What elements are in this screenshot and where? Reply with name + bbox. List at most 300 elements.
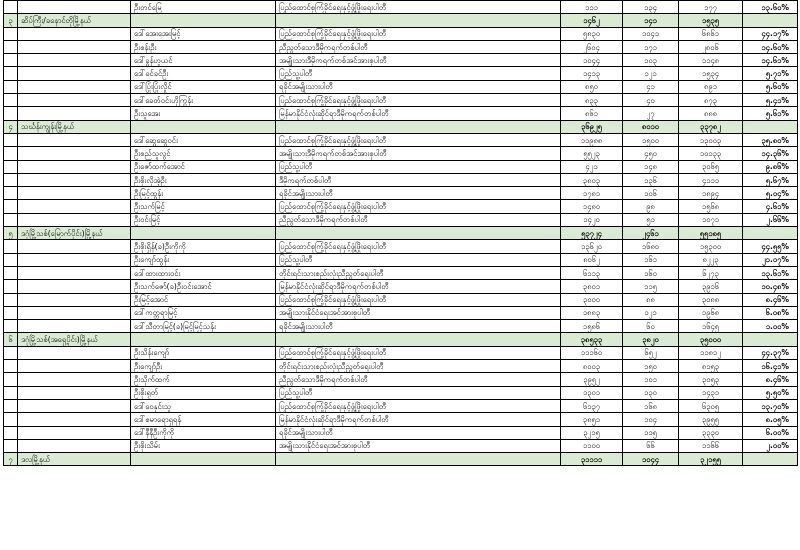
valid-votes-cell: ၄၀ xyxy=(623,94,679,107)
percent-cell: ၁၄.၆၀% xyxy=(743,40,798,53)
candidate-row xyxy=(4,293,798,306)
party-name: ရခိုင်အမျိုးသားပါတီ xyxy=(276,80,561,93)
township-name xyxy=(18,173,131,186)
candidate-row xyxy=(4,187,798,200)
votes-cell: ၅၈၃၀ xyxy=(561,27,623,40)
row-number xyxy=(4,240,18,253)
party-name xyxy=(276,227,561,240)
row-number xyxy=(4,173,18,186)
valid-votes-cell: ၁၁၅ xyxy=(623,426,679,439)
township-row xyxy=(4,453,798,466)
candidate-name: ဦးတင်မြေ xyxy=(131,1,276,14)
percent-cell: ၁.၀၀% xyxy=(743,320,798,333)
row-number xyxy=(4,306,18,319)
party-name: ညီညွတ်သောဒီမိုကရက်တစ်ပါတီ xyxy=(276,40,561,53)
township-row xyxy=(4,14,798,27)
percent-cell: ၈.၄၆% xyxy=(743,373,798,386)
votes-cell: ၁၁၀၀ xyxy=(561,439,623,452)
township-name xyxy=(18,213,131,226)
invalid-votes-cell: ၁၈၉၄ xyxy=(679,187,743,200)
votes-cell: ၁၈၈၃ xyxy=(561,306,623,319)
votes-cell: ၃၈၅၁ xyxy=(561,413,623,426)
party-name: တိုင်းရင်းသားစည်းလုံးညီညွတ်ရေးပါတီ xyxy=(276,360,561,373)
valid-votes-cell: ၆၆ xyxy=(623,439,679,452)
candidate-row xyxy=(4,133,798,146)
percent-cell xyxy=(743,453,798,466)
invalid-votes-cell: ၁၇၇ xyxy=(679,1,743,14)
candidate-row xyxy=(4,107,798,120)
township-name xyxy=(18,160,131,173)
township-name xyxy=(18,54,131,67)
township-name xyxy=(18,1,131,14)
row-number xyxy=(4,107,18,120)
votes-cell: ၃၀၀၀ xyxy=(561,293,623,306)
candidate-row xyxy=(4,240,798,253)
invalid-votes-cell: ၃၉၁၆ xyxy=(679,280,743,293)
row-number xyxy=(4,280,18,293)
row-number xyxy=(4,94,18,107)
township-name: ဒဂုံမြို့သစ်(အရှေ့ပိုင်း)မြို့နယ် xyxy=(18,333,131,346)
township-row xyxy=(4,120,798,133)
votes-cell: ၅၃၇၂၄ xyxy=(561,227,623,240)
township-name xyxy=(18,80,131,93)
invalid-votes-cell: ၆၂၇၃ xyxy=(679,266,743,279)
candidate-row xyxy=(4,360,798,373)
percent-cell: ၈.၀၅% xyxy=(743,413,798,426)
party-name xyxy=(276,453,561,466)
votes-cell: ၁၅၈၆ xyxy=(561,320,623,333)
percent-cell: ၂.၀၀% xyxy=(743,439,798,452)
row-number xyxy=(4,386,18,399)
township-name xyxy=(18,426,131,439)
valid-votes-cell: ၁၀၄၁ xyxy=(623,27,679,40)
candidate-name xyxy=(131,227,276,240)
candidate-name: ဦးသက်မြင့် xyxy=(131,200,276,213)
row-number: ၃ xyxy=(4,14,18,27)
valid-votes-cell: ၉၈ xyxy=(623,200,679,213)
invalid-votes-cell: ၁၁၈၁၂ xyxy=(679,346,743,359)
invalid-votes-cell: ၈၁၅၃ xyxy=(679,360,743,373)
valid-votes-cell: ၃၈၂၀ xyxy=(623,333,679,346)
valid-votes-cell: ၁၃၆ xyxy=(623,173,679,186)
invalid-votes-cell: ၁၉၆၈ xyxy=(679,306,743,319)
township-name xyxy=(18,293,131,306)
candidate-row xyxy=(4,67,798,80)
township-name xyxy=(18,386,131,399)
invalid-votes-cell: ၃၃၃၀ xyxy=(679,426,743,439)
township-name xyxy=(18,240,131,253)
candidate-name: ဦးစိုးရှိန်(ခ)ဦးကိုကို xyxy=(131,240,276,253)
votes-cell: ၈၅၀ xyxy=(561,80,623,93)
invalid-votes-cell: ၁၃၀၀၃ xyxy=(679,133,743,146)
candidate-row xyxy=(4,80,798,93)
valid-votes-cell: ၁၀၄ xyxy=(623,413,679,426)
candidate-name: ဒေါ်ဝေနှင်းသူ xyxy=(131,399,276,412)
township-name xyxy=(18,253,131,266)
row-number: ၇ xyxy=(4,453,18,466)
township-name xyxy=(18,133,131,146)
party-name: ပြည်ထောင်စုကြံ့ခိုင်ရေးနှင့်ဖွံ့ဖြိုးရေးပါတီ xyxy=(276,240,561,253)
invalid-votes-cell: ၆၈၆၁ xyxy=(679,27,743,40)
votes-cell: ၁၀၄၄ xyxy=(561,54,623,67)
township-name xyxy=(18,399,131,412)
row-number: ၄ xyxy=(4,120,18,133)
party-name: ညီညွတ်သောဒီမိုကရက်တစ်ပါတီ xyxy=(276,213,561,226)
candidate-name: ဦးစိုးရုတ် xyxy=(131,386,276,399)
percent-cell: ၁၃.၆၀% xyxy=(743,1,798,14)
township-name xyxy=(18,94,131,107)
party-name: ပြည်သူ့ပါတီ xyxy=(276,253,561,266)
party-name: အမျိုးသားနိုင်ငံရေးအင်အားစုပါတီ xyxy=(276,306,561,319)
invalid-votes-cell: ၁၅၃၅ xyxy=(679,14,743,27)
party-name: ပြည်ထောင်စုကြံ့ခိုင်ရေးနှင့်ဖွံ့ဖြိုးရေးပါတီ xyxy=(276,399,561,412)
percent-cell: ၆.၀၀% xyxy=(743,426,798,439)
party-name: ပြည်ထောင်စုကြံ့ခိုင်ရေးနှင့်ဖွံ့ဖြိုးရေးပါတီ xyxy=(276,133,561,146)
party-name xyxy=(276,120,561,133)
percent-cell xyxy=(743,333,798,346)
candidate-row xyxy=(4,54,798,67)
percent-cell: ၄၄.၃၇% xyxy=(743,346,798,359)
candidate-name: ဒေါ်အေးအေးမြင့် xyxy=(131,27,276,40)
invalid-votes-cell: ၅၅၁၈၅ xyxy=(679,227,743,240)
percent-cell: ၁၄.၃၆% xyxy=(743,147,798,160)
row-number xyxy=(4,1,18,14)
township-name xyxy=(18,280,131,293)
party-name: မြန်မာနိုင်ငံလုံးဆိုင်ရာဒီမိုကရက်တစ်ပါတီ xyxy=(276,413,561,426)
percent-cell: ၂၁.၀၇% xyxy=(743,253,798,266)
candidate-row xyxy=(4,320,798,333)
votes-cell: ၃၈၅၃၃ xyxy=(561,333,623,346)
invalid-votes-cell: ၁၅၆၈ xyxy=(679,200,743,213)
candidate-name xyxy=(131,120,276,133)
invalid-votes-cell: ၃၉၅၅ xyxy=(679,413,743,426)
votes-cell: ၆၁၃၇ xyxy=(561,399,623,412)
votes-cell: ၈၀၀၃ xyxy=(561,360,623,373)
valid-votes-cell: ၂၇ xyxy=(623,107,679,120)
invalid-votes-cell: ၁၄၃၁ xyxy=(679,386,743,399)
percent-cell: ၈.၄၆% xyxy=(743,293,798,306)
percent-cell xyxy=(743,227,798,240)
township-name xyxy=(18,40,131,53)
party-name: ပြည်သူ့ပါတီ xyxy=(276,67,561,80)
party-name: ပြည်ထောင်စုကြံ့ခိုင်ရေးနှင့်ဖွံ့ဖြိုးရေးပါတီ xyxy=(276,293,561,306)
votes-cell: ၁၃၀၁ xyxy=(561,386,623,399)
candidate-name: ဦးစည်သူလွင် xyxy=(131,147,276,160)
candidate-name: ဦးကျော်ထွန်း xyxy=(131,253,276,266)
percent-cell: ၉.၈၆% xyxy=(743,160,798,173)
percent-cell: ၅.၅၀% xyxy=(743,386,798,399)
township-name xyxy=(18,439,131,452)
votes-cell: ၅၅၂၃ xyxy=(561,147,623,160)
votes-cell: ၃၈၀၁ xyxy=(561,280,623,293)
candidate-row xyxy=(4,346,798,359)
party-name: ဒီမိုကရက်တစ်ပါတီ xyxy=(276,173,561,186)
percent-cell: ၁၃.၇၀% xyxy=(743,399,798,412)
party-name: ရခိုင်အမျိုးသားပါတီ xyxy=(276,187,561,200)
invalid-votes-cell: ၃၀၅၃ xyxy=(679,373,743,386)
township-row xyxy=(4,227,798,240)
row-number xyxy=(4,80,18,93)
candidate-row xyxy=(4,306,798,319)
township-name xyxy=(18,413,131,426)
township-name: သင်္ဃန်းကျွန်းမြို့နယ် xyxy=(18,120,131,133)
township-name: ဒလမြို့နယ် xyxy=(18,453,131,466)
candidate-row xyxy=(4,1,798,14)
percent-cell xyxy=(743,14,798,27)
invalid-votes-cell: ၆၃၀၅ xyxy=(679,399,743,412)
invalid-votes-cell: ၁၅၃၀၀ xyxy=(679,240,743,253)
candidate-row xyxy=(4,27,798,40)
candidate-row xyxy=(4,160,798,173)
party-name: မြန်မာနိုင်ငံလုံးဆိုင်ရာဒီမိုကရက်တစ်ပါတီ xyxy=(276,280,561,293)
candidate-row xyxy=(4,439,798,452)
party-name xyxy=(276,333,561,346)
percent-cell: ၅.၆၀% xyxy=(743,80,798,93)
candidate-name xyxy=(131,14,276,27)
candidate-row xyxy=(4,253,798,266)
candidate-name: ဒေါ်သီတာမြင့်(ခ)မြင့်မြင့်သန်း xyxy=(131,320,276,333)
valid-votes-cell: ၁၃၀ xyxy=(623,386,679,399)
row-number xyxy=(4,67,18,80)
candidate-row xyxy=(4,40,798,53)
candidate-row xyxy=(4,426,798,439)
party-name: ပြည်ထောင်စုကြံ့ခိုင်ရေးနှင့်ဖွံ့ဖြိုးရေးပါတီ xyxy=(276,27,561,40)
party-name xyxy=(276,14,561,27)
votes-cell: ၃၂၁၅ xyxy=(561,426,623,439)
candidate-row xyxy=(4,399,798,412)
row-number xyxy=(4,187,18,200)
valid-votes-cell: ၈၀၁၀ xyxy=(623,120,679,133)
valid-votes-cell: ၄၅၀ xyxy=(623,147,679,160)
candidate-name: ဦးဝင်းမြင့် xyxy=(131,213,276,226)
percent-cell xyxy=(743,120,798,133)
votes-cell: ၁၇၈၁ xyxy=(561,187,623,200)
candidate-name: ဒေါ်ပြုံးပြုံးလှိုင် xyxy=(131,80,276,93)
candidate-name: ဒေါ်ခေတ်ဝင်းဟိုကြွန်း xyxy=(131,94,276,107)
candidate-name: ဒေါ်ကတ္တရာမြင့် xyxy=(131,306,276,319)
valid-votes-cell: ၁၆၀ xyxy=(623,266,679,279)
valid-votes-cell: ၁၄၁ xyxy=(623,14,679,27)
valid-votes-cell: ၄၁ xyxy=(623,80,679,93)
valid-votes-cell: ၁၀၃ xyxy=(623,54,679,67)
votes-cell: ၄၂၁ xyxy=(561,160,623,173)
percent-cell: ၅.၆၁% xyxy=(743,107,798,120)
party-name: ပြည်သူ့ပါတီ xyxy=(276,386,561,399)
invalid-votes-cell: ၈၇၃ xyxy=(679,94,743,107)
percent-cell: ၅.၄၁% xyxy=(743,94,798,107)
candidate-row xyxy=(4,373,798,386)
row-number xyxy=(4,54,18,67)
percent-cell: ၁၀.၄၈% xyxy=(743,280,798,293)
valid-votes-cell: ၁၆၁ xyxy=(623,253,679,266)
candidate-name: ဦးမြင့်အောင် xyxy=(131,293,276,306)
valid-votes-cell: ၁၁၅ xyxy=(623,280,679,293)
votes-cell: ၁၄၆၂ xyxy=(561,14,623,27)
party-name: အမျိုးသားဒီမိုကရက်တစ်အင်အားစုပါတီ xyxy=(276,147,561,160)
invalid-votes-cell: ၃၀၆၅ xyxy=(679,160,743,173)
votes-cell: ၆၁၁၃ xyxy=(561,266,623,279)
party-name: တိုင်းရင်းသားစည်းလုံးညီညွတ်ရေးပါတီ xyxy=(276,266,561,279)
township-row xyxy=(4,333,798,346)
row-number xyxy=(4,439,18,452)
candidate-row xyxy=(4,147,798,160)
party-name: ပြည်ထောင်စုကြံ့ခိုင်ရေးနှင့်ဖွံ့ဖြိုးရေးပါတီ xyxy=(276,94,561,107)
percent-cell: ၄၄.၁၇% xyxy=(743,27,798,40)
candidate-row xyxy=(4,173,798,186)
candidate-name: ဦးသိုက်ထက် xyxy=(131,373,276,386)
township-name xyxy=(18,27,131,40)
candidate-name: ဒေါ်စမာရောရှရန် xyxy=(131,413,276,426)
invalid-votes-cell: ၁၁၆၆ xyxy=(679,439,743,452)
invalid-votes-cell: ၁၁၄၈ xyxy=(679,54,743,67)
votes-cell: ၈၃၃ xyxy=(561,94,623,107)
results-table xyxy=(3,0,798,466)
row-number xyxy=(4,27,18,40)
invalid-votes-cell: ၃၀၈၈ xyxy=(679,293,743,306)
valid-votes-cell: ၈၈ xyxy=(623,293,679,306)
percent-cell: ၁၄.၆၁% xyxy=(743,54,798,67)
percent-cell: ၁၆.၄၁% xyxy=(743,360,798,373)
township-name xyxy=(18,306,131,319)
votes-cell: ၃၆၉၂၅ xyxy=(561,120,623,133)
candidate-name xyxy=(131,453,276,466)
invalid-votes-cell: ၈၈၈ xyxy=(679,107,743,120)
votes-cell: ၁၄၈၀ xyxy=(561,200,623,213)
row-number xyxy=(4,373,18,386)
invalid-votes-cell: ၈၉၁ xyxy=(679,80,743,93)
valid-votes-cell: ၁၂၁ xyxy=(623,306,679,319)
invalid-votes-cell: ၃၃၇၈၂ xyxy=(679,120,743,133)
valid-votes-cell: ၁၆၈ xyxy=(623,399,679,412)
percent-cell: ၅.၆၇% xyxy=(743,173,798,186)
party-name: ရခိုင်အမျိုးသားပါတီ xyxy=(276,426,561,439)
candidate-name: ဦးဇော်ထက်အောင် xyxy=(131,160,276,173)
township-name xyxy=(18,107,131,120)
township-name xyxy=(18,373,131,386)
percent-cell: ၃၅.၈၀% xyxy=(743,133,798,146)
row-number xyxy=(4,399,18,412)
candidate-name: ဦးကျော်ဦး xyxy=(131,360,276,373)
percent-cell: ၅.၀၄% xyxy=(743,187,798,200)
township-name xyxy=(18,320,131,333)
party-name: ပြည်ထောင်စုကြံခိုင်ရေးနှင့်ဖွံ့ဖြိုးရေးပါတီ xyxy=(276,1,561,14)
invalid-votes-cell: ၂၈၀၆ xyxy=(679,40,743,53)
candidate-name: ဦးသက်ဇော်(ခ)ဦးဝင်းအောင် xyxy=(131,280,276,293)
row-number xyxy=(4,266,18,279)
party-name: အမျိုးသားနိုင်ငံရေးအင်အားစုပါတီ xyxy=(276,439,561,452)
candidate-row xyxy=(4,266,798,279)
votes-cell: ၁၁၁ xyxy=(561,1,623,14)
votes-cell: ၈၀၆၂ xyxy=(561,253,623,266)
votes-cell: ၈၆၁ xyxy=(561,107,623,120)
candidate-name: ဒေါ်ခင်ခင်ဦး xyxy=(131,67,276,80)
row-number xyxy=(4,40,18,53)
row-number xyxy=(4,360,18,373)
valid-votes-cell: ၂၄၆၁ xyxy=(623,227,679,240)
candidate-row xyxy=(4,200,798,213)
candidate-name: ဒေါ်ခွန်ဟူယင် xyxy=(131,54,276,67)
results-table-body xyxy=(4,1,798,466)
valid-votes-cell: ၆၀ xyxy=(623,320,679,333)
row-number xyxy=(4,293,18,306)
candidate-name: ဦးသူအေး xyxy=(131,107,276,120)
party-name: ပြည်ထောင်စုကြံ့ခိုင်ရေးနှင့်ဖွံ့ဖြိုးရေးပါတီ xyxy=(276,346,561,359)
party-name: အမျိုးသားဒီမိုကရက်တစ်အင်အားစုပါတီ xyxy=(276,54,561,67)
candidate-name: ဒေါ်နီနီဦးကိုကို xyxy=(131,426,276,439)
valid-votes-cell: ၁၅၀၀ xyxy=(623,133,679,146)
valid-votes-cell: ၁၀၆ xyxy=(623,187,679,200)
votes-cell: ၁၁၉၈၈ xyxy=(561,133,623,146)
row-number xyxy=(4,346,18,359)
valid-votes-cell: ၁၀၁ xyxy=(623,373,679,386)
candidate-name: ဦးသိန်းကျော် xyxy=(131,346,276,359)
township-name: ဒဂုံမြို့သစ်(မြောက်ပိုင်း)မြို့နယ် xyxy=(18,227,131,240)
party-name: ပြည်ထောင်စုကြံ့ခိုင်ရေးနှင့်ဖွံ့ဖြိုးရေးပါတီ xyxy=(276,200,561,213)
party-name: ပြည်သူ့ပါတီ xyxy=(276,160,561,173)
percent-cell: ၂.၆၆% xyxy=(743,213,798,226)
votes-cell: ၁၁၁၆၀ xyxy=(561,346,623,359)
invalid-votes-cell: ၄၁၁၁ xyxy=(679,173,743,186)
candidate-row xyxy=(4,213,798,226)
township-name: ဆိပ်ကြီး/ခနောင်တိုမြို့နယ် xyxy=(18,14,131,27)
valid-votes-cell: ၁၄၈ xyxy=(623,160,679,173)
candidate-row xyxy=(4,386,798,399)
row-number: ၆ xyxy=(4,333,18,346)
row-number xyxy=(4,413,18,426)
row-number xyxy=(4,426,18,439)
invalid-votes-cell: ၁၅၃၄ xyxy=(679,67,743,80)
candidate-row xyxy=(4,413,798,426)
township-name xyxy=(18,187,131,200)
party-name: မြန်မာနိုင်ငံလုံးဆိုင်ရာဒီမိုကရက်တစ်ပါတီ xyxy=(276,107,561,120)
votes-cell: ၂၆၀၄ xyxy=(561,40,623,53)
votes-cell: ၃၁၁၁၁ xyxy=(561,453,623,466)
percent-cell: ၁၃.၆၁% xyxy=(743,266,798,279)
candidate-name: ဒေါ်ဆွေဆွေဝင်း xyxy=(131,133,276,146)
township-name xyxy=(18,266,131,279)
row-number xyxy=(4,253,18,266)
votes-cell: ၃၈၀၃ xyxy=(561,173,623,186)
invalid-votes-cell: ၁၀၁၃၃ xyxy=(679,147,743,160)
valid-votes-cell: ၁၀၄၄ xyxy=(623,453,679,466)
invalid-votes-cell: ၁၆၄၅ xyxy=(679,320,743,333)
township-name xyxy=(18,200,131,213)
valid-votes-cell: ၁၆၈၀ xyxy=(623,240,679,253)
invalid-votes-cell: ၁၀၇၁ xyxy=(679,213,743,226)
party-name: ရခိုင်အမျိုးသားပါတီ xyxy=(276,320,561,333)
row-number xyxy=(4,160,18,173)
valid-votes-cell: ၁၂၁ xyxy=(623,67,679,80)
votes-cell: ၁၄၁၃ xyxy=(561,67,623,80)
valid-votes-cell: ၁၅၀ xyxy=(623,360,679,373)
valid-votes-cell: ၅၁ xyxy=(623,213,679,226)
votes-cell: ၃၉၅၂ xyxy=(561,373,623,386)
party-name: ညီညွတ်သောဒီမိုကရက်တစ်ပါတီ xyxy=(276,373,561,386)
invalid-votes-cell: ၃၅၀၀၀ xyxy=(679,333,743,346)
row-number xyxy=(4,200,18,213)
township-name xyxy=(18,147,131,160)
valid-votes-cell: ၆၅၂ xyxy=(623,346,679,359)
percent-cell: ၅.၇၁% xyxy=(743,67,798,80)
votes-cell: ၁၃၆၂၀ xyxy=(561,240,623,253)
candidate-name: ဒေါ်ထားထားဝင်း xyxy=(131,266,276,279)
township-name xyxy=(18,360,131,373)
percent-cell: ၄.၆၁% xyxy=(743,200,798,213)
candidate-name: ဦးမြင့်ထွန်း xyxy=(131,187,276,200)
row-number xyxy=(4,320,18,333)
valid-votes-cell: ၁၃၄ xyxy=(623,1,679,14)
candidate-name: ဦးစိုးလိုအဲ့ဦး xyxy=(131,173,276,186)
